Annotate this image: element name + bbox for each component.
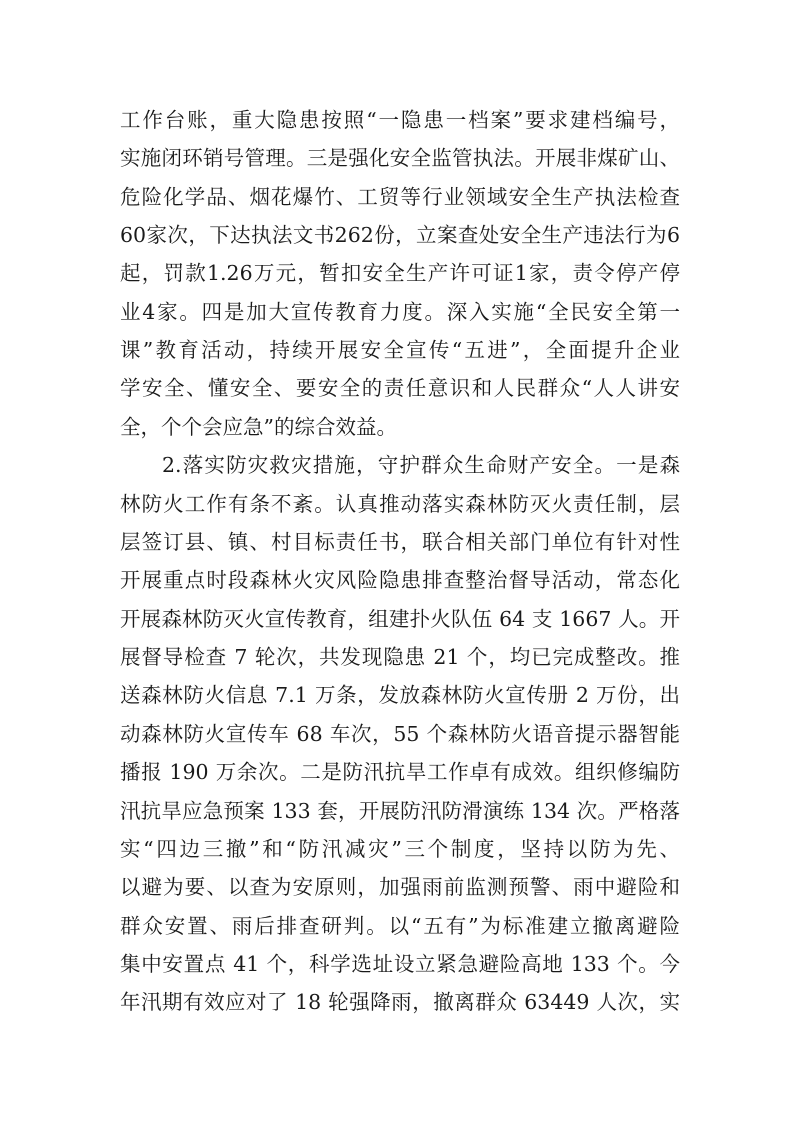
text-line: 以避为要、以查为安原则，加强雨前监测预警、雨中避险和 [120,875,680,899]
text-line: 学安全、懂安全、要安全的责任意识和人民群众“人人讲安 [120,376,680,400]
text-line: 60家次，下达执法文书262份，立案查处安全生产违法行为6 [120,223,680,247]
text-line: 展督导检查 7 轮次，共发现隐患 21 个，均已完成整改。推 [120,645,680,669]
text-line: 起，罚款1.26万元，暂扣安全生产许可证1家，责令停产停 [120,261,680,285]
paragraph-first-line: 2.落实防灾救灾措施，守护群众生命财产安全。一是森 [162,453,680,477]
text-line: 全，个个会应急”的综合效益。 [120,415,397,439]
text-line: 播报 190 万余次。二是防汛抗旱工作卓有成效。组织修编防 [120,760,680,784]
text-line: 业4家。四是加大宣传教育力度。深入实施“全民安全第一 [120,300,680,324]
text-line: 危险化学品、烟花爆竹、工贸等行业领域安全生产执法检查 [120,185,680,209]
text-line: 集中安置点 41 个，科学选址设立紧急避险高地 133 个。今 [120,952,680,976]
text-line: 课”教育活动，持续开展安全宣传“五进”，全面提升企业 [120,338,680,362]
text-line: 年汛期有效应对了 18 轮强降雨，撤离群众 63449 人次，实 [120,990,680,1014]
text-line: 送森林防火信息 7.1 万条，发放森林防火宣传册 2 万份，出 [120,683,680,707]
text-line: 实施闭环销号管理。三是强化安全监管执法。开展非煤矿山、 [120,146,680,170]
text-line: 层签订县、镇、村目标责任书，联合相关部门单位有针对性 [120,530,680,554]
text-line: 开展森林防灭火宣传教育，组建扑火队伍 64 支 1667 人。开 [120,607,680,631]
text-line: 动森林防火宣传车 68 车次，55 个森林防火语音提示器智能 [120,722,680,746]
text-line: 汛抗旱应急预案 133 套，开展防汛防滑演练 134 次。严格落 [120,799,680,823]
text-line: 群众安置、雨后排查研判。以“五有”为标准建立撤离避险 [120,914,680,938]
text-line: 林防火工作有条不紊。认真推动落实森林防灭火责任制，层 [120,492,680,516]
text-line: 工作台账，重大隐患按照“一隐患一档案”要求建档编号， [120,108,680,132]
text-line: 实“四边三撤”和“防汛减灾”三个制度，坚持以防为先、 [120,837,680,861]
text-line: 开展重点时段森林火灾风险隐患排查整治督导活动，常态化 [120,568,680,592]
